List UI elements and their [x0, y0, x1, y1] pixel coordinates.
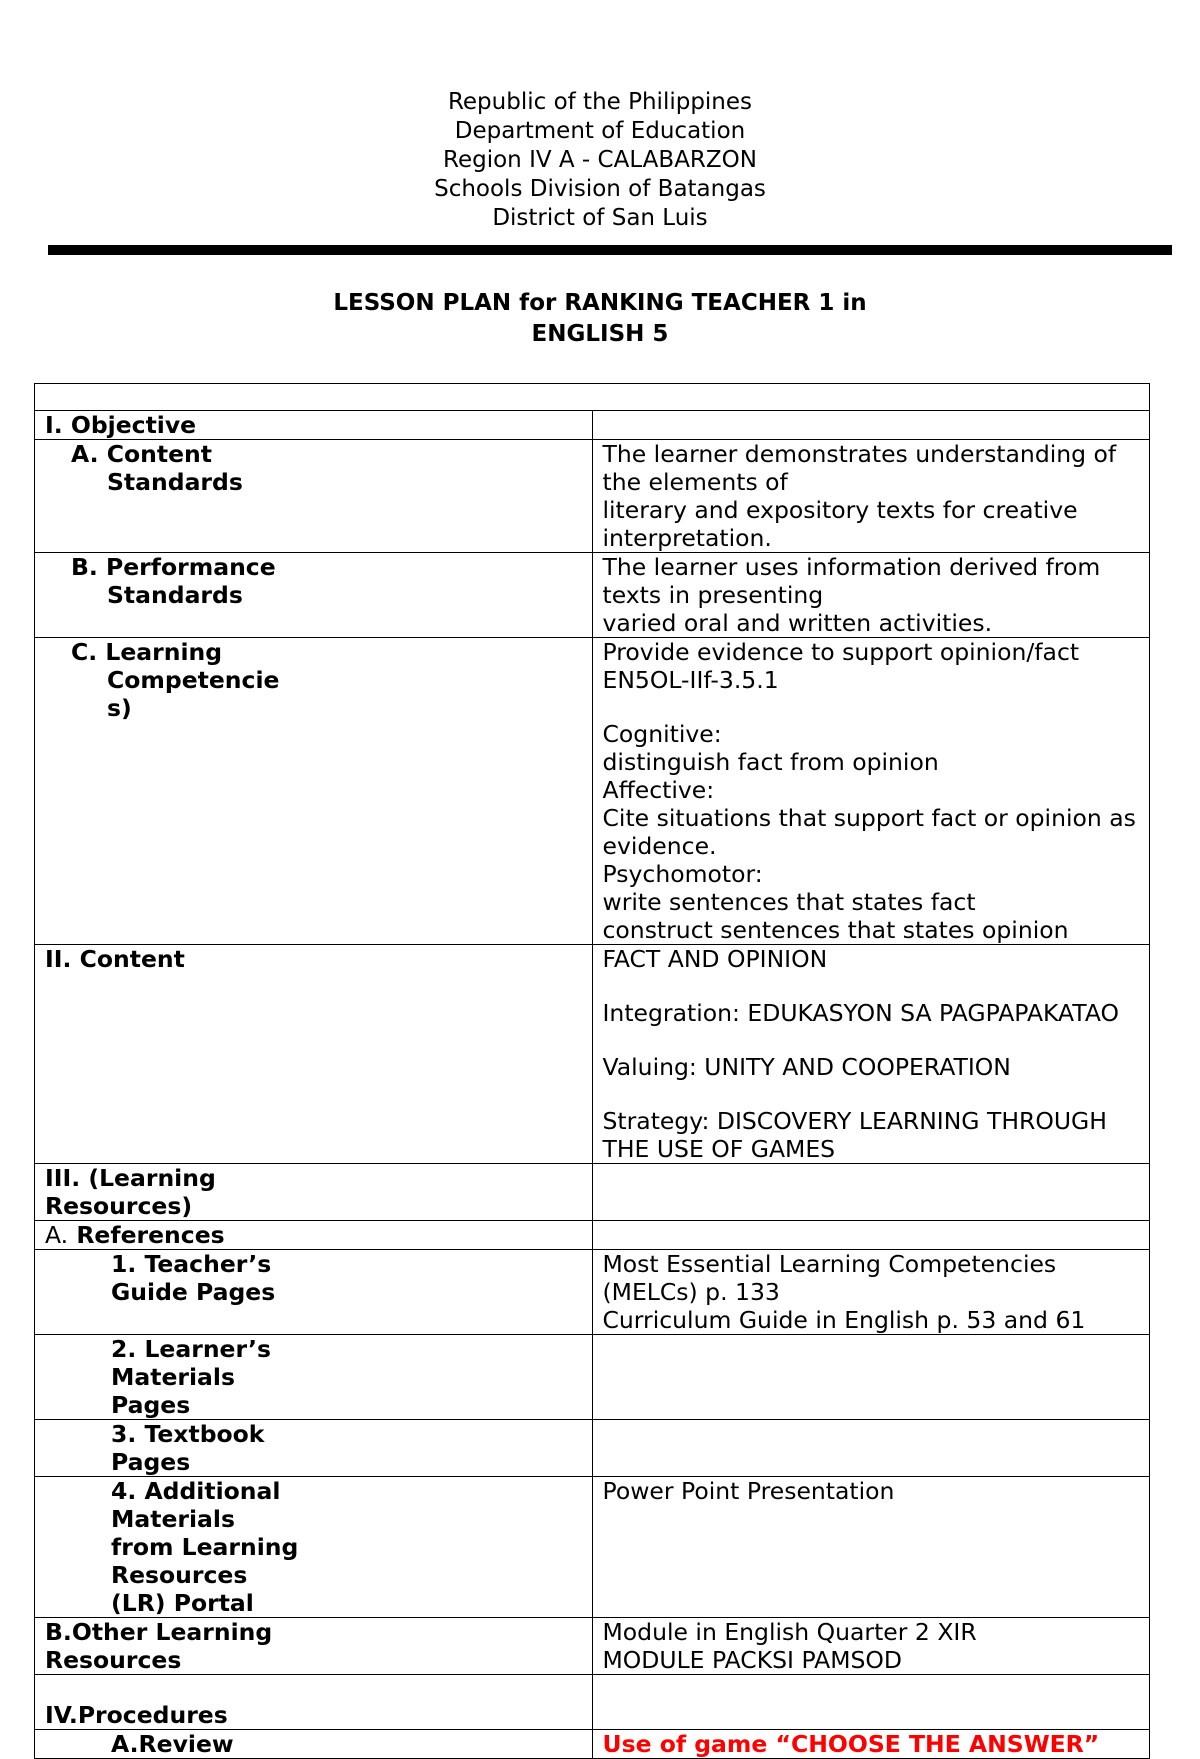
row-label: [35, 1221, 593, 1250]
label-line: Pages: [111, 1391, 191, 1419]
table-row-blank: [35, 384, 1150, 411]
row-label: [35, 440, 593, 553]
row-value: [592, 1477, 1150, 1618]
row-value: [592, 1675, 1150, 1730]
label-line: 3. Textbook: [111, 1420, 265, 1448]
title-line-1: LESSON PLAN for RANKING TEACHER 1 in: [333, 290, 867, 316]
table-row-additional-materials: [35, 1477, 1150, 1618]
document-title: [0, 288, 1200, 350]
value-line: Affective:: [602, 776, 715, 804]
label-line: Resources): [45, 1192, 193, 1220]
table-row-references: [35, 1221, 1150, 1250]
table-cell: [35, 384, 1150, 411]
row-label: [35, 553, 593, 638]
table-row-review: [35, 1730, 1150, 1759]
label-line: A. Content: [71, 440, 212, 468]
label-line: B.Other Learning: [45, 1618, 273, 1646]
label-line: (LR) Portal: [111, 1589, 254, 1617]
label-line: Resources: [45, 1646, 182, 1674]
value-line: Valuing: UNITY AND COOPERATION: [602, 1053, 1011, 1081]
value-line: write sentences that states fact: [602, 888, 976, 916]
spacer: [603, 973, 1140, 999]
value-line: The learner uses information derived from texts in presenting: [602, 553, 1101, 609]
header-line-republic: Republic of the Philippines: [447, 89, 753, 115]
header-divider: [48, 245, 1172, 255]
value-line: The learner demonstrates understanding of the elements of: [602, 440, 1117, 496]
header-line-division: Schools Division of Batangas: [434, 176, 766, 202]
table-row-other-resources: [35, 1618, 1150, 1675]
title-line-2: ENGLISH 5: [531, 321, 669, 347]
row-label: [35, 1250, 593, 1335]
references-label: References: [76, 1221, 225, 1249]
row-label: [35, 1420, 593, 1477]
table-row-textbook: [35, 1420, 1150, 1477]
row-label: I. Objective: [35, 411, 593, 440]
value-line: Curriculum Guide in English p. 53 and 61: [602, 1306, 1086, 1334]
label-line: Competencie: [107, 666, 280, 694]
label-line: C. Learning: [71, 638, 223, 666]
row-value: [592, 1335, 1150, 1420]
row-value: [592, 1250, 1150, 1335]
value-line: EN5OL-IIf-3.5.1: [602, 666, 779, 694]
value-line: Integration: EDUKASYON SA PAGPAPAKATAO: [602, 999, 1119, 1027]
row-value: [592, 1618, 1150, 1675]
table-row-teachers-guide: [35, 1250, 1150, 1335]
table-row-learning-resources: [35, 1164, 1150, 1221]
label-line: Pages: [111, 1448, 191, 1476]
lesson-plan-table: [34, 383, 1150, 1759]
label-line: III. (Learning: [45, 1164, 216, 1192]
row-value: [592, 440, 1150, 553]
value-line: FACT AND OPINION: [602, 945, 828, 973]
table-row-content: [35, 945, 1150, 1164]
row-label: A.Review: [35, 1730, 593, 1759]
spacer: [603, 1027, 1140, 1053]
label-line: 2. Learner’s: [111, 1335, 271, 1363]
value-line: varied oral and written activities.: [602, 609, 993, 637]
label-line: Materials: [111, 1363, 235, 1391]
label-line: s): [107, 694, 132, 722]
spacer: [603, 1081, 1140, 1107]
spacer: [45, 1675, 582, 1701]
label-line: B. Performance: [71, 553, 276, 581]
row-value: [592, 1164, 1150, 1221]
row-value: [592, 1420, 1150, 1477]
table-row-learners-materials: [35, 1335, 1150, 1420]
letterhead: [0, 88, 1200, 233]
table-row-learning-competencies: [35, 638, 1150, 945]
header-line-deped: Department of Education: [454, 118, 746, 144]
label-line: Standards: [107, 581, 243, 609]
row-value: [592, 638, 1150, 945]
label-line: Resources: [111, 1561, 248, 1589]
row-value: [592, 411, 1150, 440]
value-line: Cognitive:: [602, 720, 722, 748]
header-line-district: District of San Luis: [492, 205, 708, 231]
value-line: MODULE PACKSI PAMSOD: [602, 1646, 902, 1674]
row-label: [35, 1335, 593, 1420]
row-value: [592, 1221, 1150, 1250]
table-row-performance-standards: [35, 553, 1150, 638]
label-line: IV.Procedures: [45, 1701, 228, 1729]
spacer: [603, 694, 1140, 720]
row-label: [35, 1164, 593, 1221]
label-line: Materials: [111, 1505, 235, 1533]
value-line: literary and expository texts for creative interpretation.: [602, 496, 1078, 552]
row-label: [35, 638, 593, 945]
row-value: [592, 553, 1150, 638]
table-row-procedures: [35, 1675, 1150, 1730]
value-line: Provide evidence to support opinion/fact: [602, 638, 1080, 666]
table-row-objective: [35, 411, 1150, 440]
label-line: 4. Additional: [111, 1477, 281, 1505]
row-value: [592, 945, 1150, 1164]
header-line-region: Region IV A - CALABARZON: [443, 147, 757, 173]
value-line: Most Essential Learning Competencies (MELCs) p. 133: [602, 1250, 1057, 1306]
row-label: [35, 1618, 593, 1675]
label-line: Guide Pages: [111, 1278, 276, 1306]
references-prefix: A.: [45, 1221, 69, 1249]
value-line: Cite situations that support fact or opinion as evidence.: [602, 804, 1136, 860]
row-value: Use of game “CHOOSE THE ANSWER”: [592, 1730, 1150, 1759]
row-label: II. Content: [35, 945, 593, 1164]
label-line: from Learning: [111, 1533, 299, 1561]
value-line: Power Point Presentation: [602, 1477, 895, 1505]
label-line: 1. Teacher’s: [111, 1250, 272, 1278]
value-line: Module in English Quarter 2 XIR: [602, 1618, 977, 1646]
value-line: construct sentences that states opinion: [602, 916, 1069, 944]
value-line: Strategy: DISCOVERY LEARNING THROUGH THE USE OF GAMES: [602, 1107, 1107, 1163]
row-label: [35, 1477, 593, 1618]
table-row-content-standards: [35, 440, 1150, 553]
value-line: distinguish fact from opinion: [602, 748, 939, 776]
value-line: Psychomotor:: [602, 860, 763, 888]
row-label: [35, 1675, 593, 1730]
label-line: Standards: [107, 468, 243, 496]
